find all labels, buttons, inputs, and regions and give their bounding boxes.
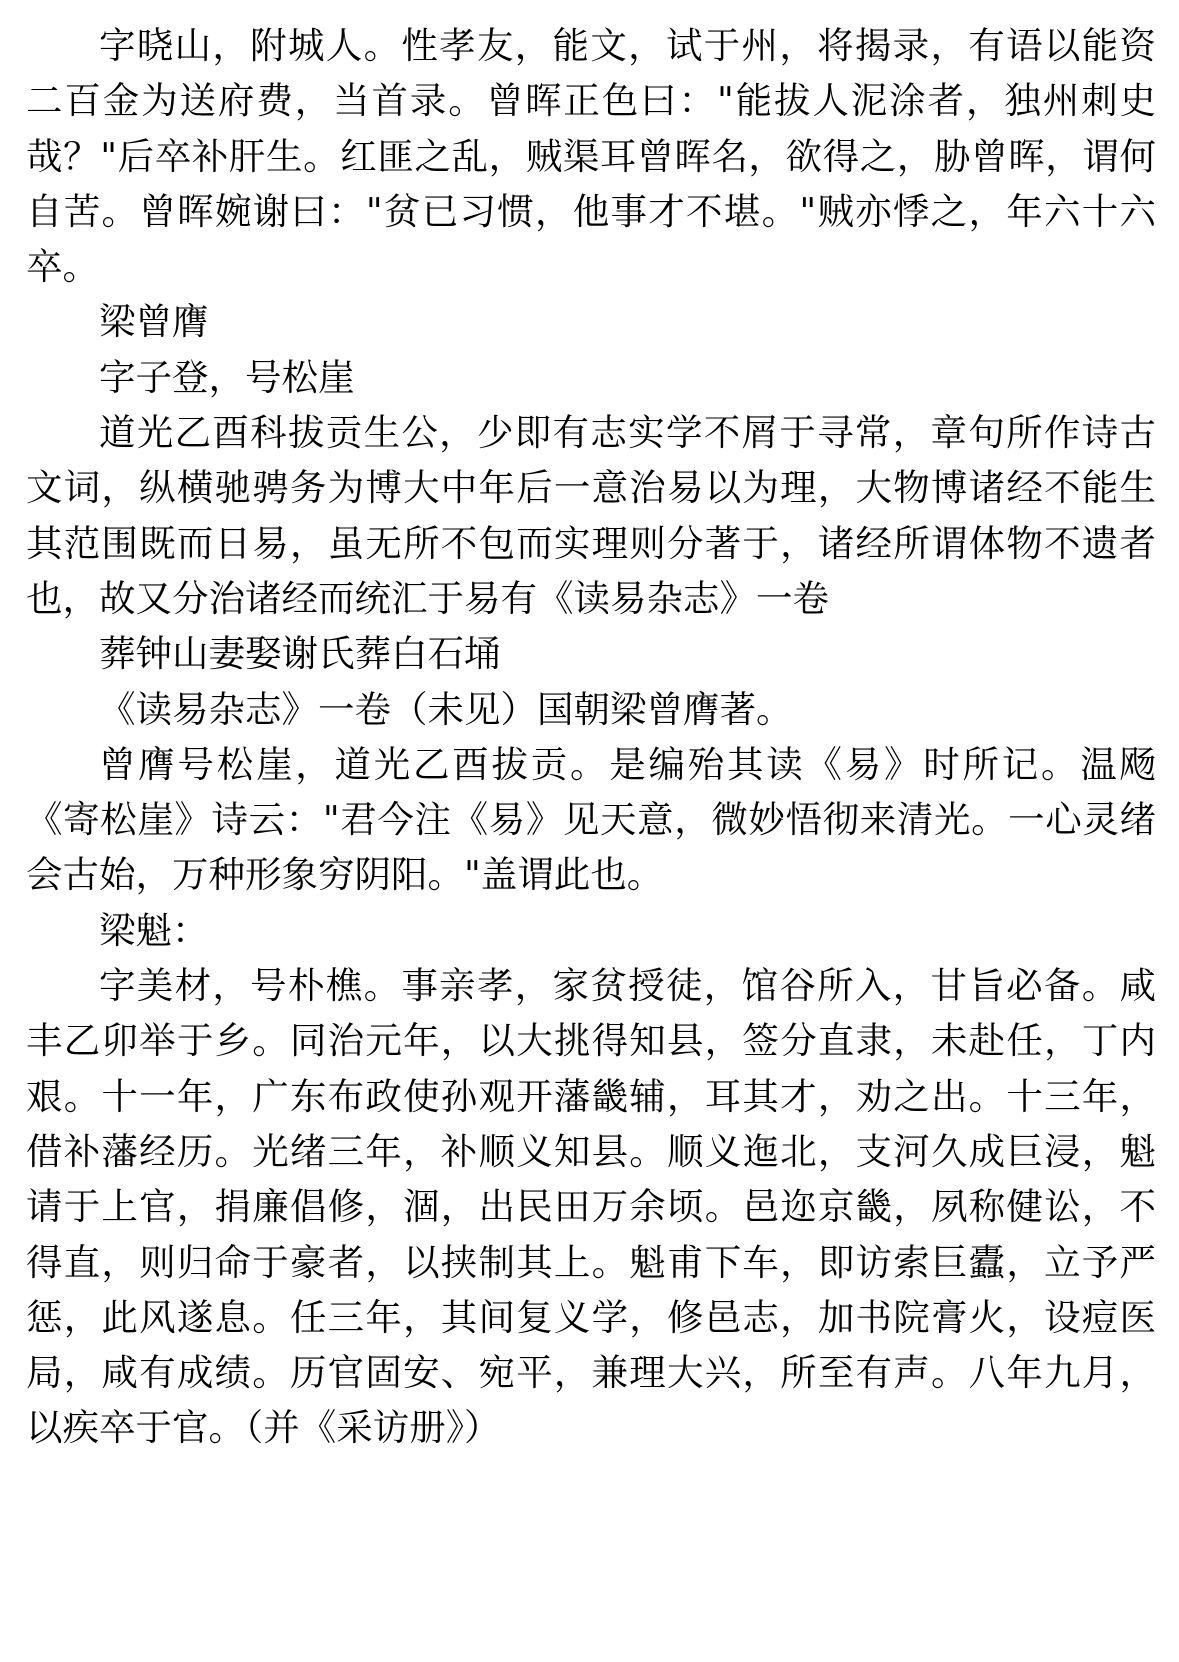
heading-liang-kui: 梁魁： [99, 908, 209, 952]
paragraph-courtesy-name: 字子登，号松崖 [99, 355, 355, 399]
paragraph-book-note: 曾膺号松崖，道光乙酉拔贡。是编殆其读《易》时所记。温飏《寄松崖》诗云："君今注《易》见天意，微妙悟彻来清光。一心灵绪会古始，万种形象穷阴阳。"盖谓此也。 [26, 742, 1156, 897]
document-body [26, 18, 1156, 1456]
paragraph-liang-zenghui-bio: 字晓山，附城人。性孝友，能文，试于州，将揭录，有语以能资二百金为送府费，当首录。曾晖正色曰："能拔人泥涂者，独州刺史哉？"后卒补肝生。红匪之乱，贼渠耳曾晖名，欲得之，胁曾晖，谓何自苦。曾晖婉谢曰："贫已习惯，他事才不堪。"贼亦悸之，年六十六卒。 [26, 24, 1156, 289]
paragraph-book-record: 《读易杂志》一卷（未见）国朝梁曾膺著。 [99, 687, 793, 731]
paragraph-liang-zengying-bio: 道光乙酉科拔贡生公，少即有志实学不屑于寻常，章句所作诗古文词，纵横驰骋务为博大中年后一意治易以为理，大物博诸经不能生其范围既而日易，虽无所不包而实理则分著于，诸经所谓体物不遗者也，故又分治诸经而统汇于易有《读易杂志》一卷 [26, 411, 1156, 620]
paragraph-liang-kui-bio: 字美材，号朴樵。事亲孝，家贫授徒，馆谷所入，甘旨必备。咸丰乙卯举于乡。同治元年，以大挑得知县，签分直隶，未赴任，丁内艰。十一年，广东布政使孙观开藩畿辅，耳其才，劝之出。十三年，借补藩经历。光绪三年，补顺义知县。顺义迤北，支河久成巨浸，魁请于上官，捐廉倡修，涸，出民田万余顷。邑迩京畿，夙称健讼，不得直，则归命于豪者，以挟制其上。魁甫下车，即访索巨蠹，立予严惩，此风遂息。任三年，其间复义学，修邑志，加书院膏火，设痘医局，咸有成绩。历官固安、宛平，兼理大兴，所至有声。八年九月，以疾卒于官。（并《采访册》） [26, 964, 1156, 1450]
paragraph-burial: 葬钟山妻娶谢氏葬白石埇 [99, 632, 501, 676]
heading-liang-zengying: 梁曾膺 [99, 300, 209, 344]
